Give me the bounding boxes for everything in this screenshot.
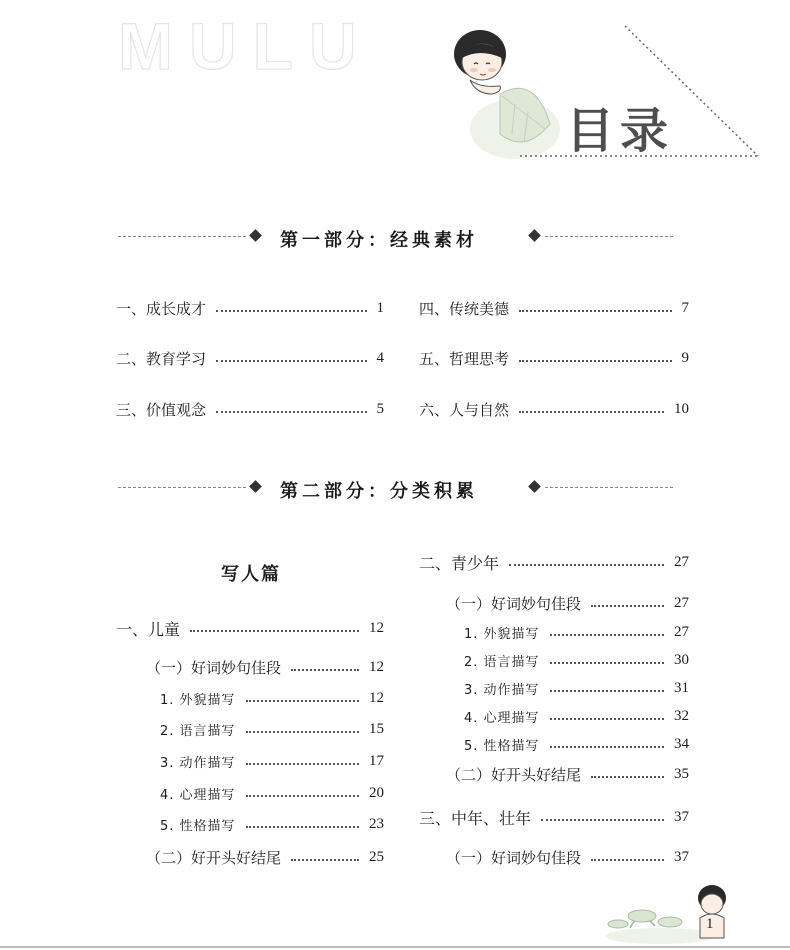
diamond-icon: [249, 480, 262, 493]
toc-entry[interactable]: [419, 348, 689, 369]
toc-entry-label: 一、儿童: [116, 620, 181, 639]
toc-entry-label: 4. 心理描写: [464, 711, 540, 726]
footer-lotus-illustration: [600, 878, 780, 948]
toc-entry-page: 25: [369, 849, 384, 865]
toc-entry-label: 一、成长成才: [116, 300, 207, 318]
toc-entry-page: 12: [369, 690, 384, 706]
toc-entry-label: 五、哲理思考: [419, 350, 510, 368]
toc-entry-label: 三、中年、壮年: [419, 809, 532, 828]
leader-dots: [591, 859, 664, 861]
leader-dots: [519, 360, 671, 362]
toc-entry-label: 3. 动作描写: [464, 683, 540, 698]
toc-item[interactable]: [464, 623, 689, 642]
toc-item[interactable]: [160, 720, 384, 739]
toc-entry-page: 20: [369, 785, 384, 801]
leader-dots: [509, 564, 664, 566]
part2-rule-right: [545, 487, 673, 488]
toc-entry-label: 1. 外貌描写: [464, 627, 540, 642]
leader-dots: [216, 360, 366, 362]
toc-entry-label: （二）好开头好结尾: [446, 766, 582, 784]
bottom-border: [0, 946, 790, 948]
leader-dots: [216, 411, 366, 413]
diamond-icon: [249, 229, 262, 242]
toc-entry-label: 5. 性格描写: [160, 819, 236, 834]
toc-chapter[interactable]: [116, 617, 384, 640]
toc-entry-page: 32: [674, 708, 689, 724]
toc-entry-label: 二、教育学习: [116, 350, 207, 368]
leader-dots: [246, 731, 359, 733]
leader-dots: [541, 819, 664, 821]
toc-item[interactable]: [160, 784, 384, 803]
leader-dots: [291, 859, 359, 861]
toc-entry-label: （一）好词妙句佳段: [146, 659, 282, 677]
toc-subsection[interactable]: [446, 764, 689, 785]
diamond-icon: [528, 229, 541, 242]
diamond-icon: [528, 480, 541, 493]
toc-entry-page: 9: [681, 350, 689, 366]
toc-entry-label: 2. 语言描写: [464, 655, 540, 670]
toc-entry-label: 3. 动作描写: [160, 756, 236, 771]
leader-dots: [591, 776, 664, 778]
toc-entry-label: （一）好词妙句佳段: [446, 595, 582, 613]
leader-dots: [519, 411, 664, 413]
toc-entry-page: 5: [376, 401, 384, 417]
toc-entry[interactable]: [116, 298, 384, 319]
toc-subsection[interactable]: [446, 847, 689, 868]
toc-entry-page: 12: [369, 620, 384, 636]
toc-entry-page: 10: [674, 401, 689, 417]
leader-dots: [246, 700, 359, 702]
toc-entry-label: 4. 心理描写: [160, 788, 236, 803]
toc-entry-label: （一）好词妙句佳段: [446, 849, 582, 867]
toc-entry-page: 27: [674, 624, 689, 640]
toc-entry-label: 5. 性格描写: [464, 739, 540, 754]
leader-dots: [246, 826, 359, 828]
leader-dots: [519, 310, 671, 312]
toc-entry-page: 12: [369, 659, 384, 675]
toc-entry-page: 4: [376, 350, 384, 366]
toc-entry-label: 六、人与自然: [419, 401, 510, 419]
part2-title: 第二部分：分类积累: [280, 481, 478, 502]
toc-entry-label: 2. 语言描写: [160, 724, 236, 739]
toc-entry[interactable]: [419, 298, 689, 319]
toc-subsection[interactable]: [146, 847, 384, 868]
toc-entry-label: 三、价值观念: [116, 401, 207, 419]
toc-entry-page: 7: [681, 300, 689, 316]
toc-item[interactable]: [160, 689, 384, 708]
leader-dots: [216, 310, 366, 312]
toc-chapter[interactable]: [419, 806, 689, 829]
part1-rule-right: [545, 236, 673, 237]
toc-entry[interactable]: [419, 399, 689, 420]
part1-title: 第一部分：经典素材: [280, 230, 478, 251]
leader-dots: [291, 669, 359, 671]
leader-dots: [550, 662, 664, 664]
toc-item[interactable]: [160, 752, 384, 771]
toc-entry-page: 17: [369, 753, 384, 769]
toc-entry-label: 二、青少年: [419, 554, 500, 573]
toc-entry-page: 23: [369, 816, 384, 832]
leader-dots: [190, 630, 359, 632]
toc-entry-label: 1. 外貌描写: [160, 693, 236, 708]
part1-rule-left: [118, 236, 246, 237]
toc-item[interactable]: [160, 815, 384, 834]
toc-entry-page: 30: [674, 652, 689, 668]
leader-dots: [246, 763, 359, 765]
toc-entry-page: 31: [674, 680, 689, 696]
toc-entry-page: 35: [674, 766, 689, 782]
toc-chapter[interactable]: [419, 551, 689, 574]
toc-subsection[interactable]: [146, 657, 384, 678]
toc-entry-page: 27: [674, 554, 689, 570]
leader-dots: [591, 605, 664, 607]
toc-entry-page: 27: [674, 595, 689, 611]
section-heading: 写人篇: [221, 564, 281, 584]
leader-dots: [246, 795, 359, 797]
leader-dots: [550, 634, 664, 636]
leader-dots: [550, 690, 664, 692]
part2-rule-left: [118, 487, 246, 488]
title-frame-lines: [520, 18, 770, 163]
toc-entry-page: 1: [376, 300, 384, 316]
page-number: 1: [706, 916, 714, 932]
mulu-watermark: MULU: [118, 9, 373, 83]
toc-entry-page: 37: [674, 809, 689, 825]
toc-item[interactable]: [464, 735, 689, 754]
toc-item[interactable]: [464, 707, 689, 726]
toc-entry-page: 15: [369, 721, 384, 737]
toc-item[interactable]: [464, 679, 689, 698]
toc-entry[interactable]: [116, 348, 384, 369]
toc-subsection[interactable]: [446, 593, 689, 614]
toc-item[interactable]: [464, 651, 689, 670]
toc-entry[interactable]: [116, 399, 384, 420]
page-title: 目录: [566, 103, 675, 159]
toc-entry-label: （二）好开头好结尾: [146, 849, 282, 867]
leader-dots: [550, 746, 664, 748]
toc-entry-page: 34: [674, 736, 689, 752]
leader-dots: [550, 718, 664, 720]
toc-entry-page: 37: [674, 849, 689, 865]
toc-entry-label: 四、传统美德: [419, 300, 510, 318]
